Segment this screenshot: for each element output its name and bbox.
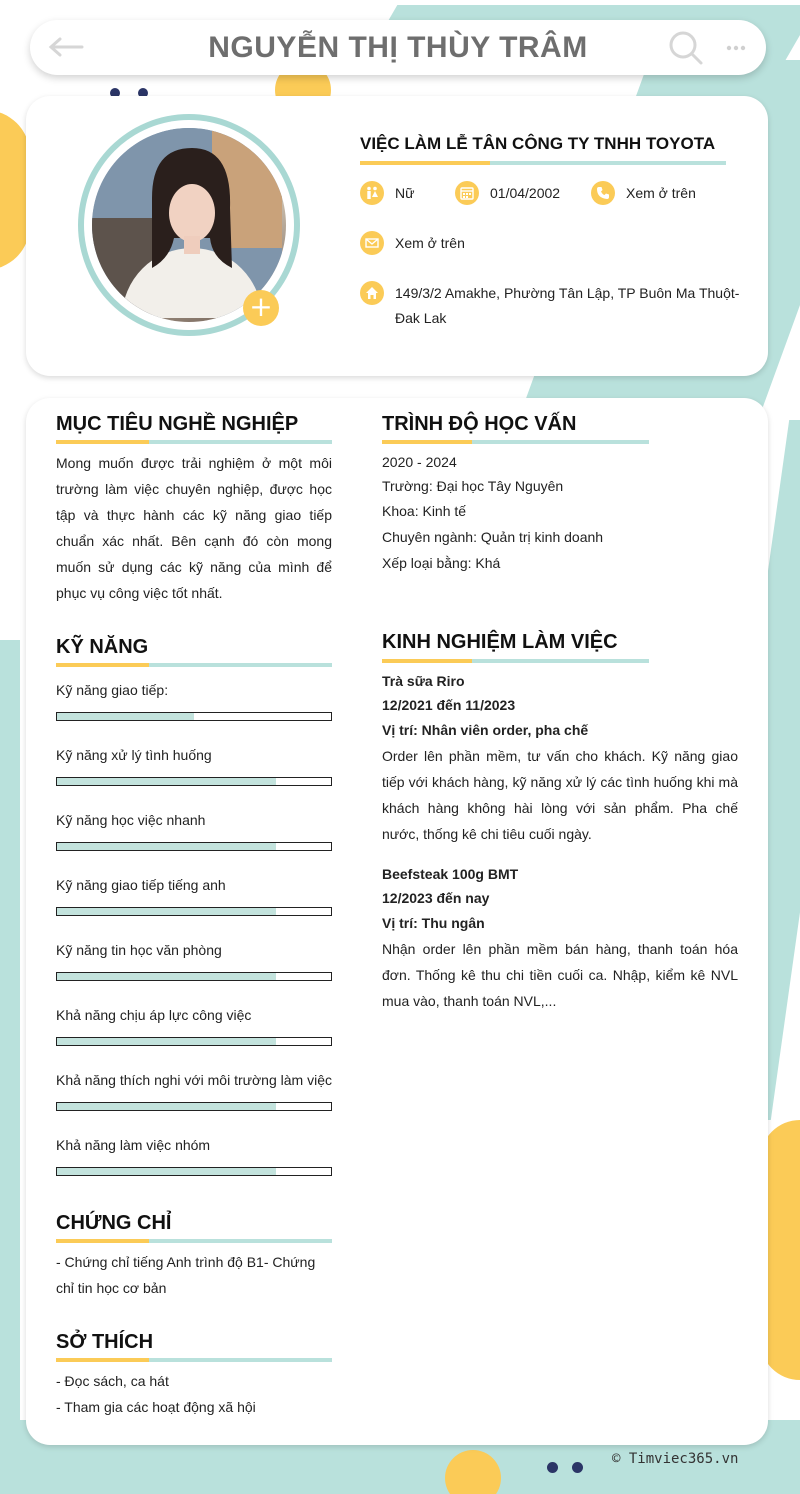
- address-line-2: Đak Lak: [395, 310, 447, 326]
- skill-level-fill: [57, 778, 276, 785]
- skill-level-fill: [57, 1038, 276, 1045]
- skill-label: Kỹ năng tin học văn phòng: [56, 942, 222, 958]
- skill-label: Khả năng làm việc nhóm: [56, 1137, 211, 1153]
- email-value: Xem ở trên: [395, 235, 465, 251]
- skill-label: Khả năng chịu áp lực công việc: [56, 1007, 252, 1023]
- skill-level-bar: [56, 907, 332, 916]
- main-card: [26, 398, 768, 1445]
- hobbies-title: SỞ THÍCH: [56, 1331, 154, 1353]
- phone-value: Xem ở trên: [626, 185, 696, 201]
- hobby-item: - Đọc sách, ca hát: [56, 1373, 169, 1389]
- skill-level-bar: [56, 1167, 332, 1176]
- skills-underline: [56, 663, 332, 667]
- title-underline: [360, 161, 726, 165]
- profile-card: [26, 96, 768, 376]
- experience-underline: [382, 659, 649, 663]
- education-period: 2020 - 2024: [382, 454, 457, 470]
- skill-level-bar: [56, 777, 332, 786]
- job-position: Vị trí: Thu ngân: [382, 915, 485, 931]
- email-icon: [360, 231, 384, 255]
- phone-info: [591, 181, 696, 205]
- add-photo-button[interactable]: +: [243, 290, 279, 326]
- objective-text: Mong muốn được trải nghiệm ở một môi trường làm việc chuyên nghiệp, được học tập và thực hành các kỹ năng giao tiếp chuẩn xác nhất. Bên cạnh đó còn mong muốn sử dụng các kỹ năng của mình để phục vụ công việc tốt nhất.: [56, 455, 332, 601]
- certificates-text: - Chứng chỉ tiếng Anh trình độ B1- Chứng chỉ tin học cơ bản: [56, 1254, 316, 1296]
- email-info: [360, 231, 465, 255]
- address-info: [360, 281, 739, 331]
- skill-level-fill: [57, 1168, 276, 1175]
- job-company: Trà sữa Riro: [382, 673, 465, 689]
- hobbies-underline: [56, 1358, 332, 1362]
- skill-level-bar: [56, 842, 332, 851]
- birthday-info: [455, 181, 560, 205]
- education-faculty: Khoa: Kinh tế: [382, 503, 467, 519]
- job-position: Vị trí: Nhân viên order, pha chế: [382, 722, 589, 738]
- skill-level-fill: [57, 973, 276, 980]
- education-title: TRÌNH ĐỘ HỌC VẤN: [382, 413, 577, 435]
- certificates-title: CHỨNG CHỈ: [56, 1212, 172, 1234]
- skill-label: Kỹ năng xử lý tình huống: [56, 747, 212, 763]
- gender-icon: [360, 181, 384, 205]
- candidate-name: NGUYỄN THỊ THÙY TRÂM: [208, 31, 588, 64]
- skill-level-bar: [56, 1037, 332, 1046]
- phone-icon: [591, 181, 615, 205]
- skill-level-fill: [57, 1103, 276, 1110]
- experience-title: KINH NGHIỆM LÀM VIỆC: [382, 631, 618, 653]
- skills-title: KỸ NĂNG: [56, 636, 149, 658]
- education-major: Chuyên ngành: Quản trị kinh doanh: [382, 529, 604, 545]
- education-school: Trường: Đại học Tây Nguyên: [382, 478, 564, 494]
- education-grade: Xếp loại bằng: Khá: [382, 555, 501, 571]
- gender-info: [360, 181, 414, 205]
- job-period: 12/2021 đến 11/2023: [382, 697, 516, 713]
- job-description: Nhận order lên phần mềm bán hàng, thanh toán hóa đơn. Thống kê thu chi tiền cuối ca. Nhập, kiểm kê NVL mua vào, thanh toán NVL,...: [382, 941, 738, 1009]
- education-underline: [382, 440, 649, 444]
- birthday-value: 01/04/2002: [490, 185, 561, 201]
- skill-level-bar: [56, 1102, 332, 1111]
- certificates-underline: [56, 1239, 332, 1243]
- job-period: 12/2023 đến nay: [382, 890, 490, 906]
- skill-label: Khả năng thích nghi với môi trường làm việc: [56, 1072, 332, 1088]
- skill-level-fill: [57, 713, 194, 720]
- address-line-1: 149/3/2 Amakhe, Phường Tân Lập, TP Buôn Ma Thuột-: [395, 285, 740, 301]
- skill-level-fill: [57, 908, 276, 915]
- skill-level-bar: [56, 972, 332, 981]
- skill-label: Kỹ năng học việc nhanh: [56, 812, 206, 828]
- job-description: Order lên phần mềm, tư vấn cho khách. Kỹ năng giao tiếp với khách hàng, kỹ năng xử lý các tình huống khi mà khách hàng không hài lòng với sản phẩm. Pha chế nước, thống kê chi tiêu cuối ngày.: [382, 748, 738, 842]
- calendar-icon: [455, 181, 479, 205]
- skill-label: Kỹ năng giao tiếp:: [56, 682, 169, 698]
- search-icon[interactable]: [668, 30, 704, 71]
- objective-title: MỤC TIÊU NGHỀ NGHIỆP: [56, 413, 299, 435]
- brand-watermark: © Timviec365.vn: [612, 1451, 739, 1467]
- home-icon: [360, 281, 384, 305]
- hobby-item: - Tham gia các hoạt động xã hội: [56, 1399, 256, 1415]
- skill-level-fill: [57, 843, 276, 850]
- gender-value: Nữ: [395, 185, 415, 201]
- header-bar: [30, 20, 766, 75]
- objective-underline: [56, 440, 332, 444]
- skill-level-bar: [56, 712, 332, 721]
- more-icon[interactable]: [726, 38, 746, 56]
- job-company: Beefsteak 100g BMT: [382, 866, 519, 882]
- job-title: VIỆC LÀM LỄ TÂN CÔNG TY TNHH TOYOTA: [360, 134, 716, 153]
- skill-label: Kỹ năng giao tiếp tiếng anh: [56, 877, 226, 893]
